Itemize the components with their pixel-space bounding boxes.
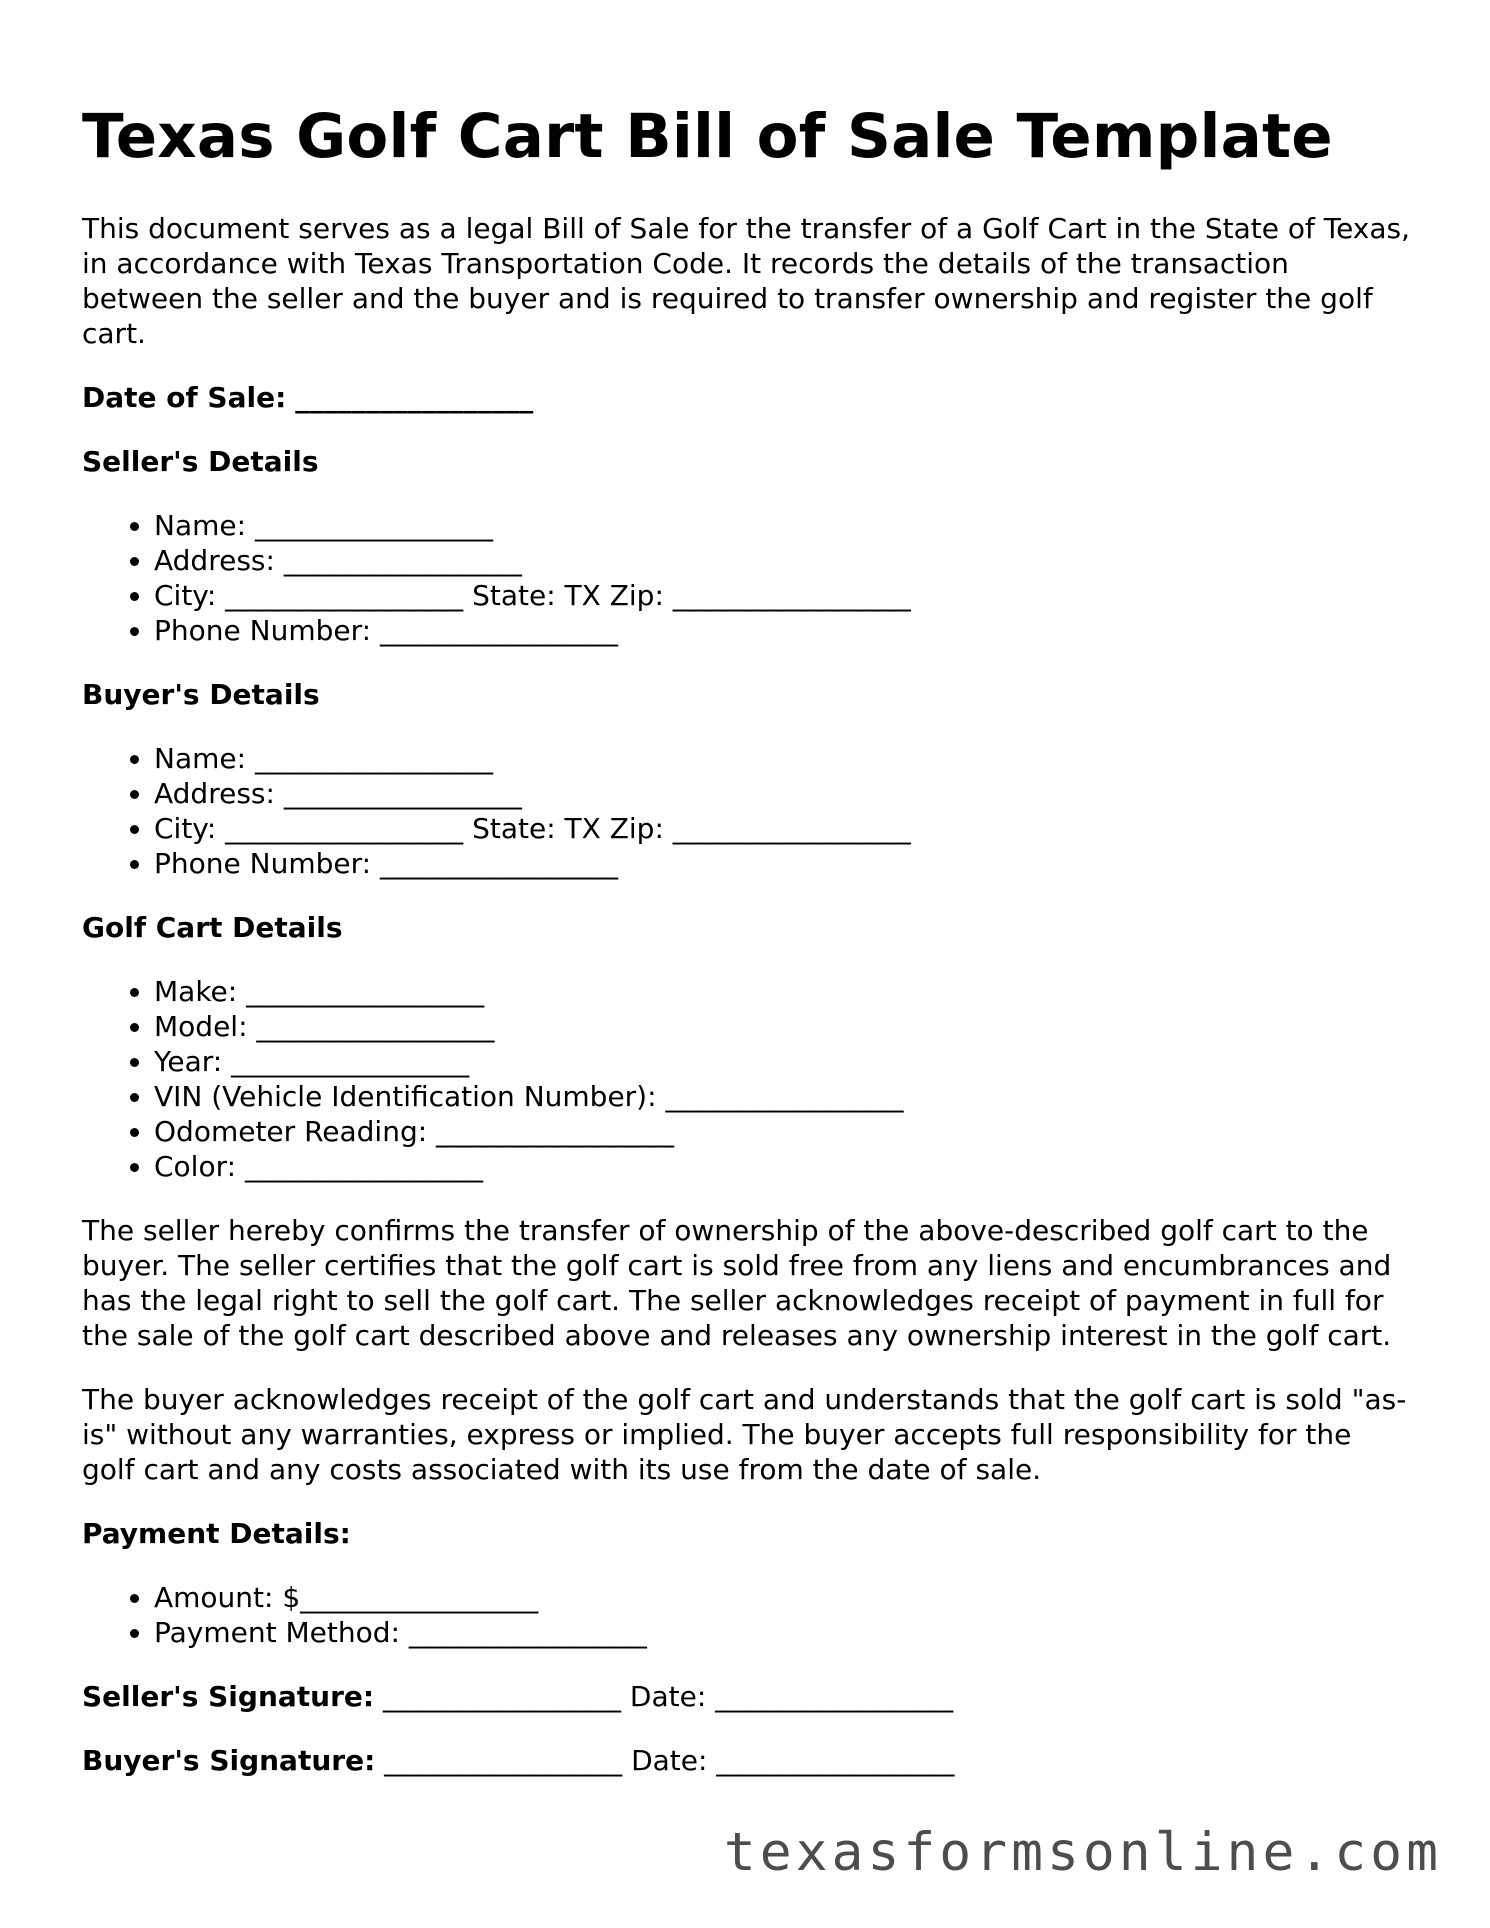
seller-city-field: • City: _________________ State: TX Zip: _________________ — [154, 578, 1412, 613]
cart-vin-field: • VIN (Vehicle Identification Number): _________________ — [154, 1079, 1412, 1114]
buyer-address-field: • Address: _________________ — [154, 776, 1412, 811]
seller-address-field: • Address: _________________ — [154, 543, 1412, 578]
buyer-signature-label: Buyer's Signature: — [82, 1744, 376, 1778]
document-page — [82, 100, 1412, 1807]
site-watermark: texasformsonline.com — [723, 1822, 1442, 1883]
buyer-details-list — [82, 741, 1412, 881]
buyer-statement-paragraph: The buyer acknowledges receipt of the golf cart and understands that the golf cart is sold "as-is" without any warranties, express or implied. The buyer accepts full responsibility for the golf cart and any costs associated with its use from the date of sale. — [82, 1383, 1407, 1487]
seller-details-list — [82, 508, 1412, 648]
buyer-signature-blanks: _________________ Date: _________________ — [384, 1744, 955, 1778]
date-of-sale-blank: _________________ — [295, 381, 534, 415]
buyer-signature-line — [82, 1743, 1412, 1778]
document-title: Texas Golf Cart Bill of Sale Template — [82, 101, 1333, 172]
seller-details-heading: Seller's Details — [82, 445, 319, 479]
payment-amount-field: • Amount: $_________________ — [154, 1580, 1412, 1615]
buyer-city-field: • City: _________________ State: TX Zip: _________________ — [154, 811, 1412, 846]
cart-details-list — [82, 974, 1412, 1184]
cart-color-field: • Color: _________________ — [154, 1149, 1412, 1184]
seller-signature-line — [82, 1679, 1412, 1714]
buyer-details-heading: Buyer's Details — [82, 678, 320, 712]
seller-signature-blanks: _________________ Date: _________________ — [383, 1680, 954, 1714]
buyer-phone-field: • Phone Number: _________________ — [154, 846, 1412, 881]
date-of-sale-label: Date of Sale: — [82, 381, 287, 415]
intro-paragraph: This document serves as a legal Bill of Sale for the transfer of a Golf Cart in the State of Texas, in accordance with Texas Transportation Code. It records the details of the transaction between the seller and the buyer and is required to transfer ownership and register the golf cart. — [82, 212, 1411, 351]
seller-statement-paragraph: The seller hereby confirms the transfer of ownership of the above-described golf cart to the buyer. The seller certifies that the golf cart is sold free from any liens and encumbrances and has the legal right to sell the golf cart. The seller acknowledges receipt of payment in full for the sale of the golf cart described above and releases any ownership interest in the golf cart. — [82, 1214, 1392, 1353]
seller-signature-label: Seller's Signature: — [82, 1680, 375, 1714]
payment-details-list — [82, 1580, 1412, 1650]
payment-details-heading: Payment Details: — [82, 1517, 351, 1551]
payment-method-field: • Payment Method: _________________ — [154, 1615, 1412, 1650]
seller-name-field: • Name: _________________ — [154, 508, 1412, 543]
cart-year-field: • Year: _________________ — [154, 1044, 1412, 1079]
buyer-name-field: • Name: _________________ — [154, 741, 1412, 776]
cart-make-field: • Make: _________________ — [154, 974, 1412, 1009]
cart-details-heading: Golf Cart Details — [82, 911, 343, 945]
seller-phone-field: • Phone Number: _________________ — [154, 613, 1412, 648]
cart-model-field: • Model: _________________ — [154, 1009, 1412, 1044]
date-of-sale-line — [82, 380, 1412, 415]
cart-odometer-field: • Odometer Reading: _________________ — [154, 1114, 1412, 1149]
